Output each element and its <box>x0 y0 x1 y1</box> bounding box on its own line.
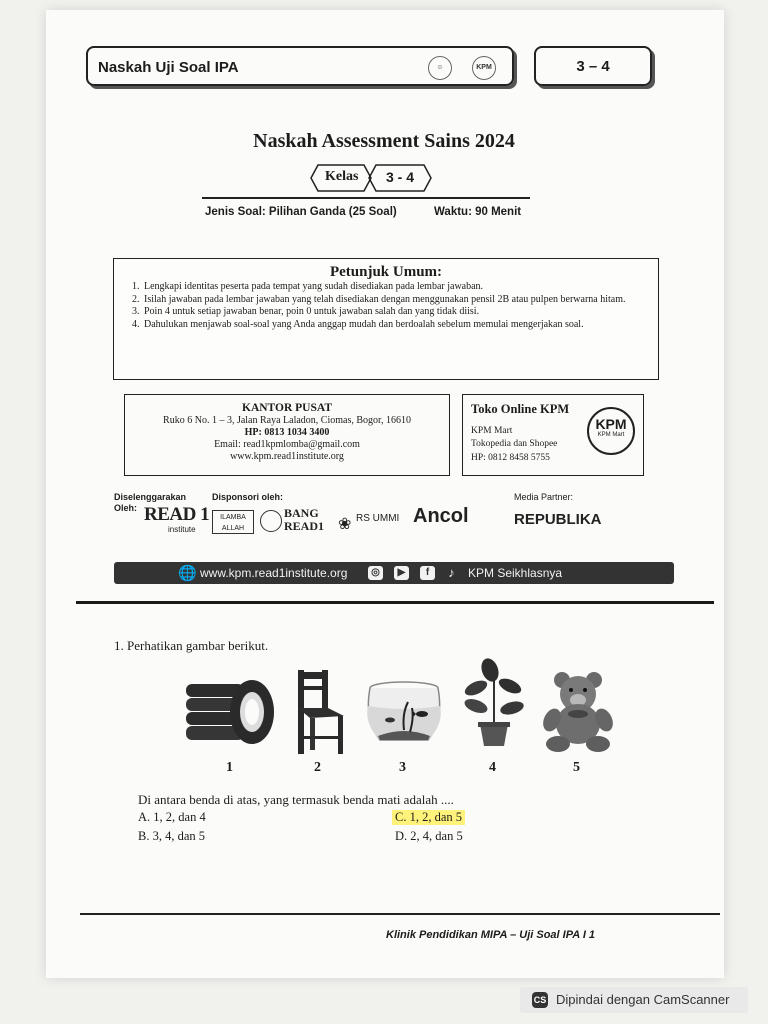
footer-line <box>80 913 720 915</box>
list-item: 2. Isilah jawaban pada lembar jawaban yang telah disediakan dengan menggunakan pensil 2B atau pulpen berwarna hitam. <box>142 294 648 307</box>
sponsor-rs-ummi-logo: RS UMMI <box>356 513 400 524</box>
image-label-5: 5 <box>573 760 580 775</box>
list-item: 3. Poin 4 untuk setiap jawaban benar, poin 0 untuk jawaban salah dan yang tidak diisi. <box>142 306 648 319</box>
sponsor-ilamba-logo: ILAMBA ALLAH <box>212 510 254 534</box>
kelas-value: 3 - 4 <box>386 169 415 185</box>
kelas-label: Kelas <box>325 169 359 184</box>
option-a[interactable]: A. 1, 2, dan 4 <box>138 810 206 824</box>
republika-logo: REPUBLIKA <box>514 511 602 528</box>
option-c-highlighted[interactable]: C. 1, 2, dan 5 <box>392 810 465 825</box>
camscanner-badge <box>520 987 748 1013</box>
document-title: Naskah Assessment Sains 2024 <box>253 130 515 152</box>
organizer-label: Diselenggarakan Oleh: <box>114 492 187 513</box>
list-item: 1. Lengkapi identitas peserta pada tempat yang sudah disediakan pada lembar jawaban. <box>142 281 648 294</box>
kpm-logo-sub: KPM Mart <box>597 432 625 438</box>
youtube-icon[interactable]: ▶ <box>394 566 409 580</box>
facebook-icon[interactable]: f <box>420 566 435 580</box>
social-bar <box>114 562 674 584</box>
rs-ummi-icon: ❀ <box>338 516 352 533</box>
toko-hp: HP: 0812 8458 5755 <box>471 453 550 463</box>
instagram-icon[interactable]: ◎ <box>368 566 383 580</box>
petunjuk-list <box>124 281 648 331</box>
petunjuk-heading: Petunjuk Umum: <box>329 264 443 280</box>
bang-read1-emblem-icon <box>260 510 282 532</box>
image-label-3: 3 <box>399 760 406 775</box>
teddy-bear-image <box>542 670 614 754</box>
sponsor-ancol-logo: Ancol <box>413 505 469 527</box>
toko-line1: KPM Mart <box>471 426 513 436</box>
read1-logo-sub: institute <box>168 525 196 534</box>
grade-box: 3 – 4 <box>534 46 652 86</box>
question-text: Di antara benda di atas, yang termasuk benda mati adalah .... <box>138 792 454 807</box>
toko-heading: Toko Online KPM <box>471 402 570 416</box>
question-prompt: 1. Perhatikan gambar berikut. <box>114 638 269 653</box>
kantor-email: Email: read1kpmlomba@gmail.com <box>214 439 360 450</box>
kantor-hp: HP: 0813 1034 3400 <box>244 427 330 438</box>
sponsor-label: Disponsori oleh: <box>212 492 284 502</box>
read1-logo: READ 1 <box>144 504 210 525</box>
kantor-heading: KANTOR PUSAT <box>242 402 332 414</box>
kpm-mart-logo <box>587 407 635 455</box>
option-b[interactable]: B. 3, 4, dan 5 <box>138 829 206 843</box>
toko-line2: Tokopedia dan Shopee <box>471 439 558 449</box>
kpm-logo-small: KPM <box>472 56 496 80</box>
tires-image <box>184 676 280 746</box>
camscanner-text: Dipindai dengan CamScanner <box>556 992 730 1007</box>
footer-text: Klinik Pendidikan MIPA – Uji Soal IPA I 1 <box>386 929 596 941</box>
website-link[interactable]: www.kpm.read1institute.org <box>200 566 348 580</box>
social-handle: KPM Seikhlasnya <box>468 566 563 580</box>
image-label-4: 4 <box>489 760 496 775</box>
petunjuk-box <box>113 258 659 380</box>
kantor-web: www.kpm.read1institute.org <box>230 451 344 462</box>
media-partner-label: Media Partner: <box>514 492 574 502</box>
list-item: 4. Dahulukan menjawab soal-soal yang Anda anggap mudah dan berdoalah sebelum memulai mengerjakan soal. <box>142 319 648 332</box>
aquarium-image <box>364 680 444 746</box>
school-emblem-icon: ☺ <box>428 56 452 80</box>
chair-image <box>292 668 348 756</box>
title-underline <box>202 197 530 199</box>
globe-icon: 🌐 <box>178 564 197 582</box>
kelas-badge <box>310 164 434 192</box>
image-label-2: 2 <box>314 760 321 775</box>
camscanner-icon: CS <box>532 992 548 1008</box>
option-d[interactable]: D. 2, 4, dan 5 <box>395 829 463 843</box>
sponsor-bang-read1-logo: BANG READ1 <box>284 506 325 533</box>
image-label-1: 1 <box>226 760 233 775</box>
waktu: Waktu: 90 Menit <box>434 206 522 218</box>
section-divider <box>76 601 714 604</box>
header-title: Naskah Uji Soal IPA <box>98 59 239 76</box>
kantor-pusat-box <box>124 394 450 476</box>
tiktok-icon[interactable]: ♪ <box>448 565 455 580</box>
plant-image <box>462 658 526 748</box>
toko-online-box <box>462 394 644 476</box>
header-title-box <box>86 46 514 86</box>
kantor-address: Ruko 6 No. 1 – 3, Jalan Raya Laladon, Ciomas, Bogor, 16610 <box>163 415 411 426</box>
jenis-soal: Jenis Soal: Pilihan Ganda (25 Soal) <box>205 206 397 218</box>
kpm-logo-text: KPM <box>595 416 627 432</box>
